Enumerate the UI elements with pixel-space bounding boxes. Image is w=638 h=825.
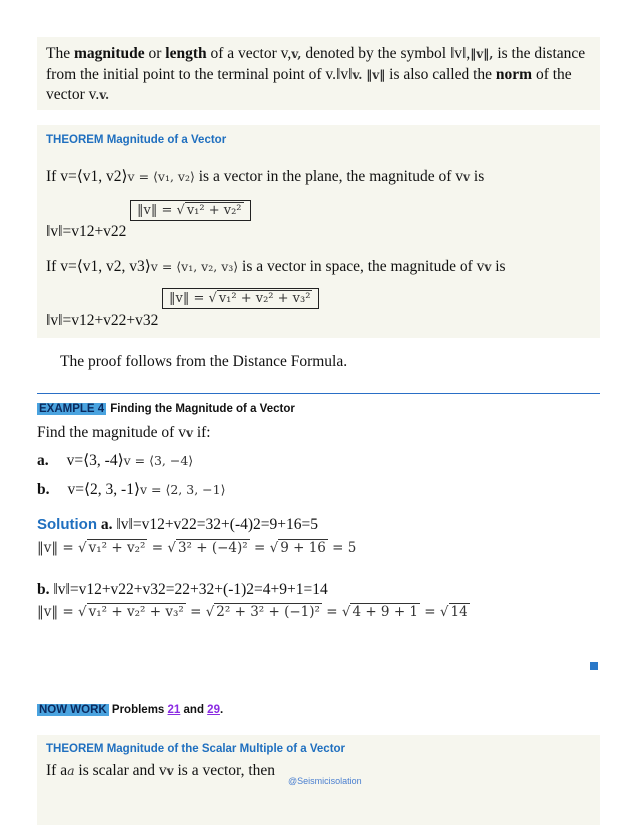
definition-line-1: The magnitude or length of a vector v,v, denoted by the symbol ‖v‖,‖v‖, is the distance <box>46 45 586 62</box>
theorem-space-statement: If v=⟨v1, v2, v3⟩v = ⟨v₁, v₂, v₃⟩ is a vector in space, the magnitude of vv is <box>46 258 506 275</box>
solution-label: Solution <box>37 516 97 533</box>
theorem-scalar-statement: If aa is scalar and vv is a vector, then <box>46 762 276 779</box>
watermark: @Seismicisolation <box>288 776 362 786</box>
example-prompt: Find the magnitude of vv if: <box>37 424 211 441</box>
plane-formula-text: ‖v‖=v12+v22 <box>46 223 127 240</box>
example-part-b: b. v=⟨2, 3, -1⟩v = ⟨2, 3, −1⟩ <box>37 481 226 498</box>
definition-line-2: from the initial point to the terminal point of v.‖v‖v. ‖v‖ is also called the norm of the <box>46 66 572 83</box>
problem-21-link[interactable]: 21 <box>167 704 181 716</box>
space-formula-text: ‖v‖=v12+v22+v32 <box>46 312 159 329</box>
definition-line-3: vector v.v. <box>46 86 110 103</box>
sqrt-symbol: √ <box>208 291 217 306</box>
example-part-a: a. v=⟨3, -4⟩v = ⟨3, −4⟩ <box>37 452 194 469</box>
example-label: EXAMPLE 4 <box>39 403 105 415</box>
proof-note: The proof follows from the Distance Formula. <box>60 353 348 370</box>
section-divider <box>37 393 600 394</box>
plane-formula-box: ‖v‖ = √ v₁² + v₂² <box>130 200 251 221</box>
solution-part-b: b. ‖v‖=v12+v22+v32=22+32+(-1)2=4+9+1=14 <box>37 581 328 598</box>
example-header <box>37 399 295 417</box>
sqrt-symbol: √ <box>176 203 185 218</box>
term-magnitude: magnitude <box>73 45 145 62</box>
theorem-scalar-multiple-title: THEOREM Magnitude of the Scalar Multiple of a Vector <box>46 743 346 755</box>
solution-part-a: Solution a. ‖v‖=v12+v22=32+(-4)2=9+16=5 <box>37 516 319 533</box>
theorem-plane-statement: If v=⟨v1, v2⟩v = ⟨v₁, v₂⟩ is a vector in the plane, the magnitude of vv is <box>46 168 485 185</box>
solution-a-math: ‖v‖ = √ v₁² + v₂² = √ 3² + (−4)² = √ 9 + 16 = 5 <box>37 540 357 556</box>
now-work-label: NOW WORK <box>39 704 107 716</box>
end-of-solution-square-icon <box>590 662 598 670</box>
term-length: length <box>165 45 207 62</box>
example-title: Finding the Magnitude of a Vector <box>110 403 295 415</box>
problem-29-link[interactable]: 29 <box>207 704 220 716</box>
space-formula-box: ‖v‖ = √ v₁² + v₂² + v₃² <box>162 288 319 309</box>
theorem-magnitude-title: THEOREM Magnitude of a Vector <box>46 134 227 146</box>
term-norm: norm <box>495 66 533 83</box>
now-work-line: NOW WORK Problems 21 and 29. <box>39 704 224 716</box>
solution-b-math: ‖v‖ = √ v₁² + v₂² + v₃² = √ 2² + 3² + (−1)² = √ 4 + 9 + 1 = √ 14 <box>37 604 468 620</box>
